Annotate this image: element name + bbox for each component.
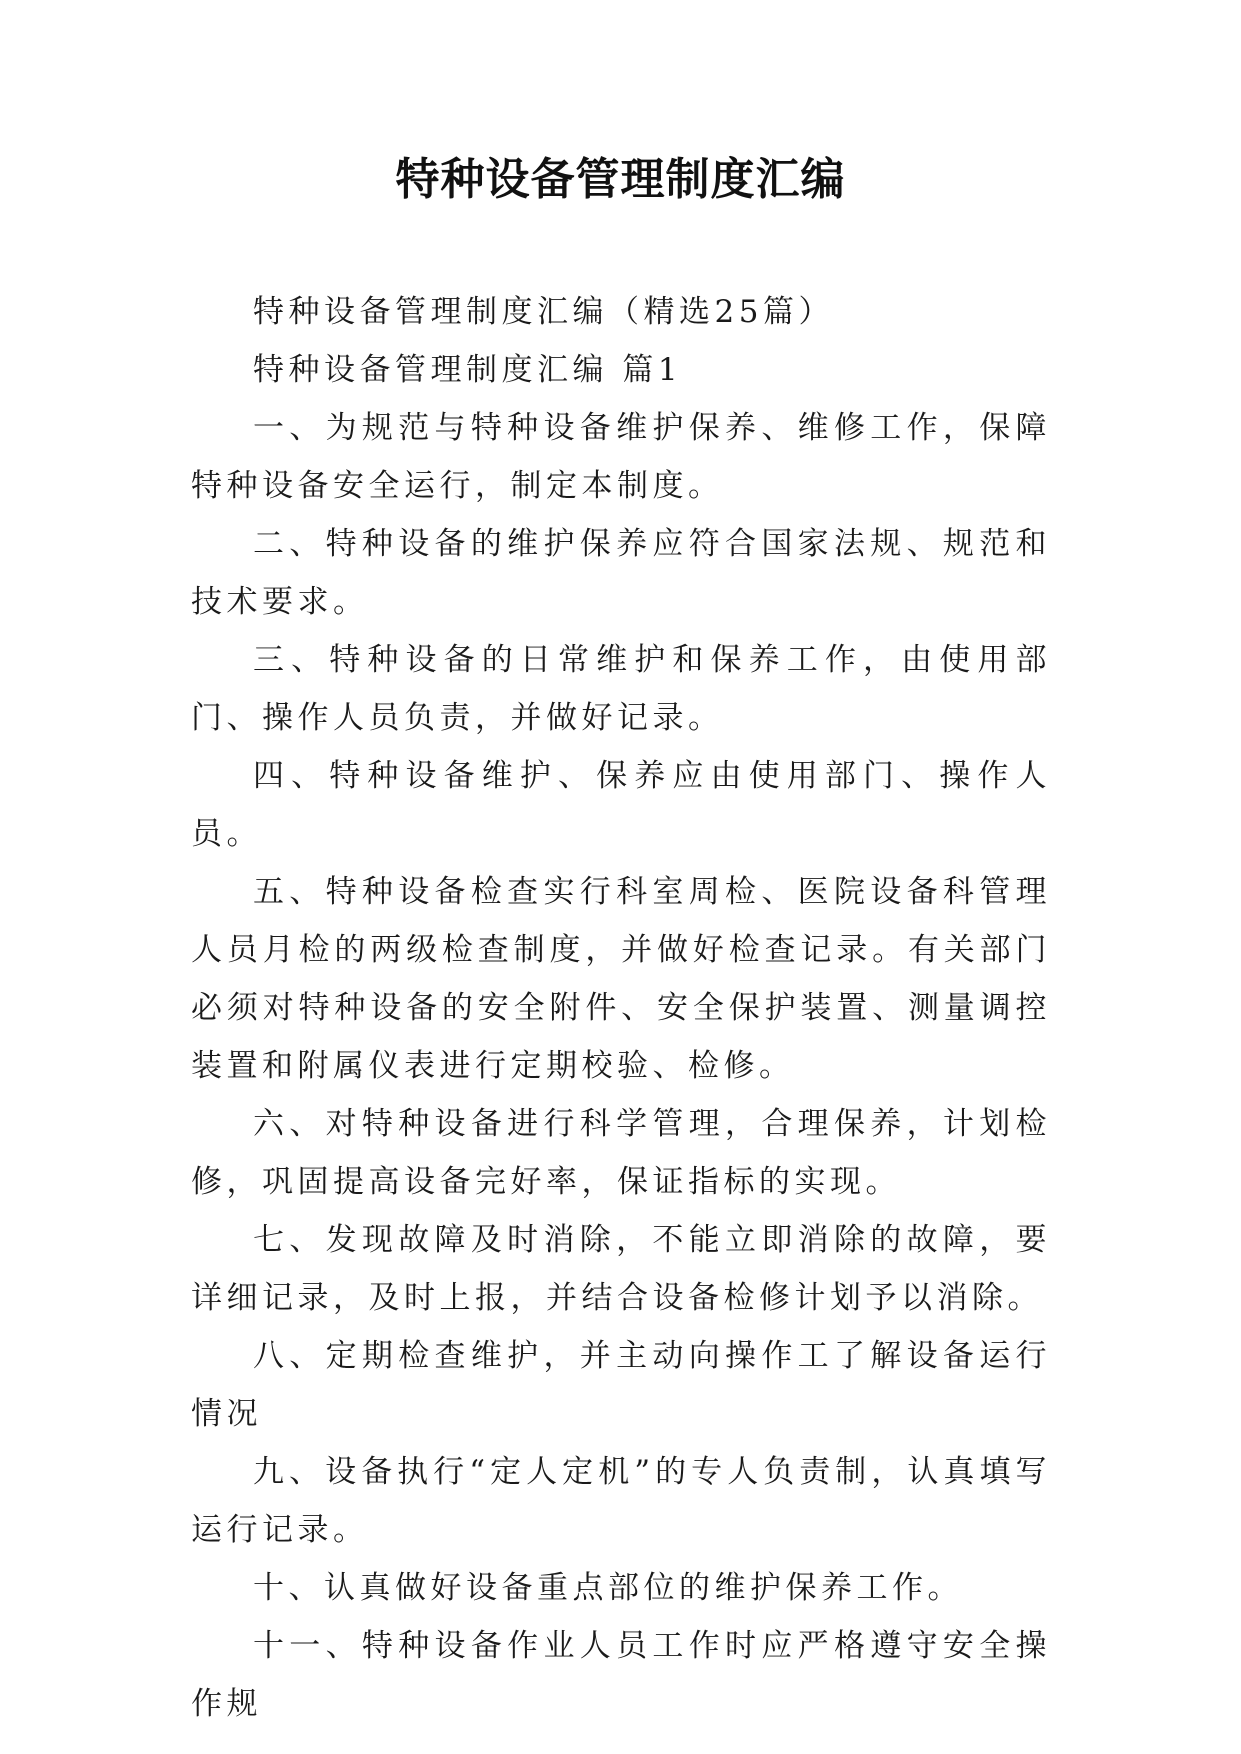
document-body <box>191 283 1051 1733</box>
paragraph: 四、特种设备维护、保养应由使用部门、操作人员。 <box>191 758 1051 852</box>
document-title: 特种设备管理制度汇编 <box>395 154 846 205</box>
paragraph: 三、特种设备的日常维护和保养工作，由使用部门、操作人员负责，并做好记录。 <box>191 642 1051 736</box>
paragraph: 二、特种设备的维护保养应符合国家法规、规范和技术要求。 <box>191 526 1051 620</box>
paragraph: 七、发现故障及时消除，不能立即消除的故障，要详细记录，及时上报，并结合设备检修计划予以消除。 <box>191 1222 1051 1316</box>
paragraph: 一、为规范与特种设备维护保养、维修工作，保障特种设备安全运行，制定本制度。 <box>191 410 1051 504</box>
paragraph: 八、定期检查维护，并主动向操作工了解设备运行情况 <box>191 1338 1051 1432</box>
paragraph: 五、特种设备检查实行科室周检、医院设备科管理人员月检的两级检查制度，并做好检查记录。有关部门必须对特种设备的安全附件、安全保护装置、测量调控装置和附属仪表进行定期校验、检修。 <box>191 874 1051 1084</box>
paragraph: 十、认真做好设备重点部位的维护保养工作。 <box>253 1570 963 1606</box>
collection-heading: 特种设备管理制度汇编（精选25篇） <box>253 294 834 330</box>
paragraph: 九、设备执行“定人定机”的专人负责制，认真填写运行记录。 <box>191 1454 1051 1548</box>
paragraph: 六、对特种设备进行科学管理，合理保养，计划检修，巩固提高设备完好率，保证指标的实现。 <box>191 1106 1051 1200</box>
article-heading: 特种设备管理制度汇编 篇1 <box>253 352 683 388</box>
paragraph: 十一、特种设备作业人员工作时应严格遵守安全操作规 <box>191 1628 1051 1722</box>
